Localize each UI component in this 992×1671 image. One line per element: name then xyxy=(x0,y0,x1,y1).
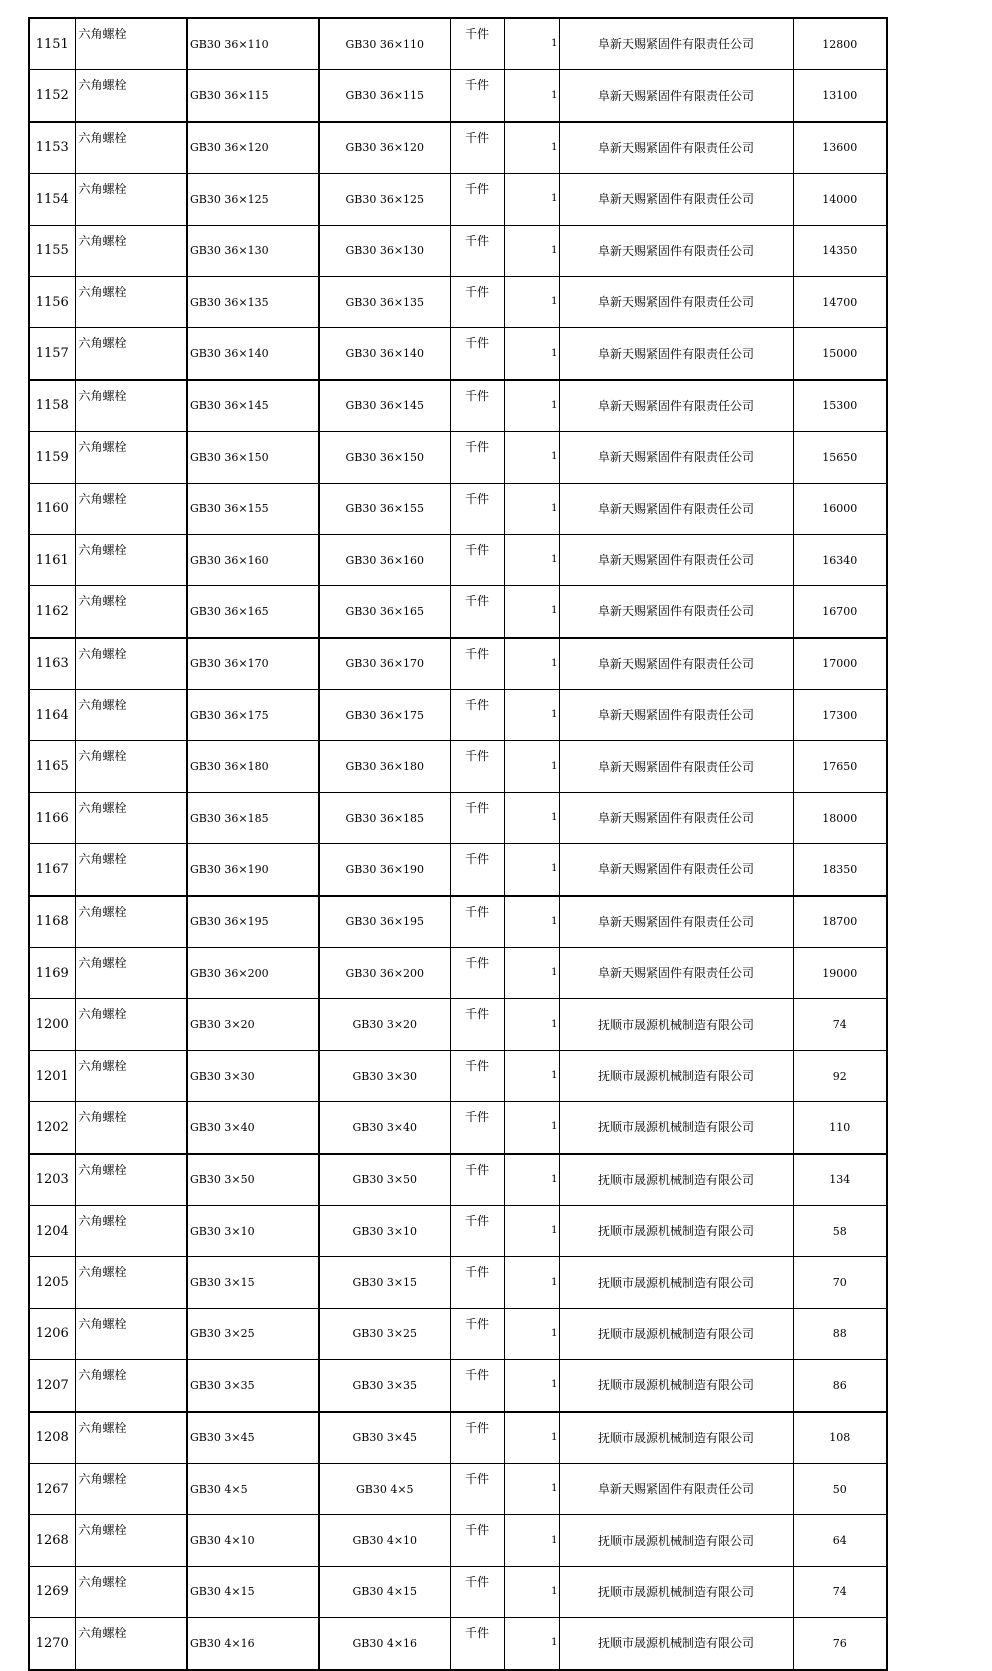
quantity-cell: 1 xyxy=(504,896,559,948)
quantity-cell: 1 xyxy=(504,1412,559,1464)
price-cell: 18350 xyxy=(793,844,887,896)
unit-cell: 千件 xyxy=(450,174,504,225)
row-id: 1206 xyxy=(29,1308,75,1359)
row-id: 1153 xyxy=(29,122,75,174)
price-cell: 108 xyxy=(793,1412,887,1464)
quantity-cell: 1 xyxy=(504,638,559,690)
product-name: 六角螺栓 xyxy=(75,1360,187,1412)
product-name: 六角螺栓 xyxy=(75,948,187,999)
spec-cell: GB30 3×15 xyxy=(187,1257,319,1308)
price-cell: 15000 xyxy=(793,328,887,380)
row-id: 1201 xyxy=(29,1050,75,1101)
row-id: 1165 xyxy=(29,741,75,792)
row-id: 1200 xyxy=(29,999,75,1050)
unit-cell: 千件 xyxy=(450,690,504,741)
price-cell: 58 xyxy=(793,1205,887,1256)
price-cell: 70 xyxy=(793,1257,887,1308)
row-id: 1270 xyxy=(29,1618,75,1670)
row-id: 1159 xyxy=(29,432,75,483)
product-name: 六角螺栓 xyxy=(75,638,187,690)
spec-cell: GB30 3×50 xyxy=(187,1154,319,1206)
product-name: 六角螺栓 xyxy=(75,174,187,225)
product-name: 六角螺栓 xyxy=(75,276,187,327)
unit-cell: 千件 xyxy=(450,1515,504,1566)
row-id: 1204 xyxy=(29,1205,75,1256)
product-name: 六角螺栓 xyxy=(75,1102,187,1154)
product-name: 六角螺栓 xyxy=(75,483,187,534)
quantity-cell: 1 xyxy=(504,225,559,276)
price-cell: 14350 xyxy=(793,225,887,276)
quantity-cell: 1 xyxy=(504,948,559,999)
spec-alt-cell: GB30 36×155 xyxy=(319,483,450,534)
unit-cell: 千件 xyxy=(450,18,504,70)
product-name: 六角螺栓 xyxy=(75,1205,187,1256)
spec-cell: GB30 36×110 xyxy=(187,18,319,70)
product-name: 六角螺栓 xyxy=(75,1412,187,1464)
unit-cell: 千件 xyxy=(450,1154,504,1206)
product-name: 六角螺栓 xyxy=(75,432,187,483)
spec-cell: GB30 36×190 xyxy=(187,844,319,896)
table-row xyxy=(29,432,887,483)
price-cell: 16000 xyxy=(793,483,887,534)
unit-cell: 千件 xyxy=(450,638,504,690)
company-cell: 阜新天赐紧固件有限责任公司 xyxy=(559,18,793,70)
price-cell: 64 xyxy=(793,1515,887,1566)
spec-cell: GB30 36×180 xyxy=(187,741,319,792)
company-cell: 阜新天赐紧固件有限责任公司 xyxy=(559,122,793,174)
table-row xyxy=(29,1154,887,1206)
table-row xyxy=(29,225,887,276)
spec-alt-cell: GB30 36×140 xyxy=(319,328,450,380)
spec-cell: GB30 4×5 xyxy=(187,1463,319,1514)
company-cell: 抚顺市晟源机械制造有限公司 xyxy=(559,999,793,1050)
price-cell: 14700 xyxy=(793,276,887,327)
spec-alt-cell: GB30 36×130 xyxy=(319,225,450,276)
unit-cell: 千件 xyxy=(450,122,504,174)
unit-cell: 千件 xyxy=(450,741,504,792)
price-cell: 92 xyxy=(793,1050,887,1101)
spec-cell: GB30 3×40 xyxy=(187,1102,319,1154)
price-cell: 15300 xyxy=(793,380,887,432)
product-name: 六角螺栓 xyxy=(75,741,187,792)
table-row xyxy=(29,586,887,638)
spec-alt-cell: GB30 3×20 xyxy=(319,999,450,1050)
spec-alt-cell: GB30 3×30 xyxy=(319,1050,450,1101)
company-cell: 抚顺市晟源机械制造有限公司 xyxy=(559,1360,793,1412)
spec-alt-cell: GB30 36×195 xyxy=(319,896,450,948)
spec-cell: GB30 36×145 xyxy=(187,380,319,432)
price-cell: 13600 xyxy=(793,122,887,174)
company-cell: 抚顺市晟源机械制造有限公司 xyxy=(559,1154,793,1206)
company-cell: 阜新天赐紧固件有限责任公司 xyxy=(559,690,793,741)
spec-cell: GB30 4×15 xyxy=(187,1566,319,1617)
price-cell: 13100 xyxy=(793,70,887,122)
unit-cell: 千件 xyxy=(450,1050,504,1101)
company-cell: 阜新天赐紧固件有限责任公司 xyxy=(559,70,793,122)
price-cell: 86 xyxy=(793,1360,887,1412)
spec-cell: GB30 36×185 xyxy=(187,792,319,843)
table-row xyxy=(29,690,887,741)
row-id: 1203 xyxy=(29,1154,75,1206)
spec-alt-cell: GB30 4×16 xyxy=(319,1618,450,1670)
quantity-cell: 1 xyxy=(504,792,559,843)
table-body xyxy=(29,18,887,1670)
company-cell: 抚顺市晟源机械制造有限公司 xyxy=(559,1515,793,1566)
company-cell: 阜新天赐紧固件有限责任公司 xyxy=(559,948,793,999)
row-id: 1205 xyxy=(29,1257,75,1308)
table-row xyxy=(29,999,887,1050)
unit-cell: 千件 xyxy=(450,1205,504,1256)
spec-cell: GB30 36×130 xyxy=(187,225,319,276)
table-row xyxy=(29,638,887,690)
row-id: 1166 xyxy=(29,792,75,843)
price-cell: 14000 xyxy=(793,174,887,225)
price-cell: 16340 xyxy=(793,534,887,585)
quantity-cell: 1 xyxy=(504,1618,559,1670)
product-name: 六角螺栓 xyxy=(75,1257,187,1308)
row-id: 1160 xyxy=(29,483,75,534)
unit-cell: 千件 xyxy=(450,792,504,843)
row-id: 1162 xyxy=(29,586,75,638)
spec-cell: GB30 36×175 xyxy=(187,690,319,741)
product-name: 六角螺栓 xyxy=(75,844,187,896)
price-cell: 50 xyxy=(793,1463,887,1514)
spec-alt-cell: GB30 36×120 xyxy=(319,122,450,174)
table-row xyxy=(29,948,887,999)
company-cell: 抚顺市晟源机械制造有限公司 xyxy=(559,1102,793,1154)
unit-cell: 千件 xyxy=(450,432,504,483)
product-name: 六角螺栓 xyxy=(75,1154,187,1206)
product-name: 六角螺栓 xyxy=(75,1308,187,1359)
product-name: 六角螺栓 xyxy=(75,690,187,741)
unit-cell: 千件 xyxy=(450,896,504,948)
unit-cell: 千件 xyxy=(450,534,504,585)
spec-alt-cell: GB30 3×50 xyxy=(319,1154,450,1206)
price-cell: 18000 xyxy=(793,792,887,843)
table-row xyxy=(29,1308,887,1359)
table-row xyxy=(29,174,887,225)
spec-alt-cell: GB30 36×175 xyxy=(319,690,450,741)
company-cell: 阜新天赐紧固件有限责任公司 xyxy=(559,638,793,690)
company-cell: 阜新天赐紧固件有限责任公司 xyxy=(559,534,793,585)
product-name: 六角螺栓 xyxy=(75,380,187,432)
table-row xyxy=(29,1463,887,1514)
row-id: 1151 xyxy=(29,18,75,70)
table-row xyxy=(29,18,887,70)
spec-alt-cell: GB30 36×180 xyxy=(319,741,450,792)
unit-cell: 千件 xyxy=(450,1308,504,1359)
spec-alt-cell: GB30 3×40 xyxy=(319,1102,450,1154)
price-cell: 88 xyxy=(793,1308,887,1359)
table-row xyxy=(29,380,887,432)
product-name: 六角螺栓 xyxy=(75,1566,187,1617)
quantity-cell: 1 xyxy=(504,1360,559,1412)
quantity-cell: 1 xyxy=(504,534,559,585)
company-cell: 阜新天赐紧固件有限责任公司 xyxy=(559,380,793,432)
company-cell: 抚顺市晟源机械制造有限公司 xyxy=(559,1205,793,1256)
product-name: 六角螺栓 xyxy=(75,896,187,948)
table-row xyxy=(29,328,887,380)
quantity-cell: 1 xyxy=(504,70,559,122)
table-row xyxy=(29,1360,887,1412)
row-id: 1161 xyxy=(29,534,75,585)
table-row xyxy=(29,896,887,948)
spec-cell: GB30 36×200 xyxy=(187,948,319,999)
product-name: 六角螺栓 xyxy=(75,225,187,276)
row-id: 1155 xyxy=(29,225,75,276)
price-cell: 17650 xyxy=(793,741,887,792)
spec-alt-cell: GB30 3×15 xyxy=(319,1257,450,1308)
unit-cell: 千件 xyxy=(450,948,504,999)
table-row xyxy=(29,1566,887,1617)
row-id: 1207 xyxy=(29,1360,75,1412)
quantity-cell: 1 xyxy=(504,328,559,380)
quantity-cell: 1 xyxy=(504,174,559,225)
product-name: 六角螺栓 xyxy=(75,328,187,380)
spec-cell: GB30 36×150 xyxy=(187,432,319,483)
table-row xyxy=(29,792,887,843)
quantity-cell: 1 xyxy=(504,18,559,70)
quantity-cell: 1 xyxy=(504,1308,559,1359)
spec-alt-cell: GB30 3×10 xyxy=(319,1205,450,1256)
quantity-cell: 1 xyxy=(504,844,559,896)
row-id: 1267 xyxy=(29,1463,75,1514)
quantity-cell: 1 xyxy=(504,122,559,174)
quantity-cell: 1 xyxy=(504,741,559,792)
table-row xyxy=(29,1515,887,1566)
table-row xyxy=(29,1618,887,1670)
product-name: 六角螺栓 xyxy=(75,999,187,1050)
spec-alt-cell: GB30 36×125 xyxy=(319,174,450,225)
price-cell: 134 xyxy=(793,1154,887,1206)
product-name: 六角螺栓 xyxy=(75,122,187,174)
unit-cell: 千件 xyxy=(450,483,504,534)
row-id: 1169 xyxy=(29,948,75,999)
spec-alt-cell: GB30 36×200 xyxy=(319,948,450,999)
spec-alt-cell: GB30 4×5 xyxy=(319,1463,450,1514)
spec-alt-cell: GB30 3×25 xyxy=(319,1308,450,1359)
price-cell: 15650 xyxy=(793,432,887,483)
product-name: 六角螺栓 xyxy=(75,586,187,638)
company-cell: 阜新天赐紧固件有限责任公司 xyxy=(559,225,793,276)
unit-cell: 千件 xyxy=(450,1566,504,1617)
spec-cell: GB30 3×10 xyxy=(187,1205,319,1256)
product-name: 六角螺栓 xyxy=(75,18,187,70)
company-cell: 抚顺市晟源机械制造有限公司 xyxy=(559,1412,793,1464)
spec-alt-cell: GB30 4×15 xyxy=(319,1566,450,1617)
price-cell: 18700 xyxy=(793,896,887,948)
company-cell: 阜新天赐紧固件有限责任公司 xyxy=(559,844,793,896)
spec-alt-cell: GB30 4×10 xyxy=(319,1515,450,1566)
company-cell: 阜新天赐紧固件有限责任公司 xyxy=(559,792,793,843)
spec-alt-cell: GB30 36×150 xyxy=(319,432,450,483)
spec-cell: GB30 36×140 xyxy=(187,328,319,380)
table-row xyxy=(29,483,887,534)
row-id: 1156 xyxy=(29,276,75,327)
table-row xyxy=(29,844,887,896)
table-row xyxy=(29,534,887,585)
quantity-cell: 1 xyxy=(504,432,559,483)
quantity-cell: 1 xyxy=(504,380,559,432)
table-row xyxy=(29,1257,887,1308)
quantity-cell: 1 xyxy=(504,1154,559,1206)
spec-cell: GB30 36×125 xyxy=(187,174,319,225)
unit-cell: 千件 xyxy=(450,328,504,380)
price-cell: 74 xyxy=(793,1566,887,1617)
spec-cell: GB30 3×25 xyxy=(187,1308,319,1359)
spec-cell: GB30 3×30 xyxy=(187,1050,319,1101)
spec-alt-cell: GB30 36×165 xyxy=(319,586,450,638)
price-cell: 19000 xyxy=(793,948,887,999)
company-cell: 抚顺市晟源机械制造有限公司 xyxy=(559,1618,793,1670)
company-cell: 阜新天赐紧固件有限责任公司 xyxy=(559,896,793,948)
price-cell: 16700 xyxy=(793,586,887,638)
unit-cell: 千件 xyxy=(450,1618,504,1670)
spec-alt-cell: GB30 36×110 xyxy=(319,18,450,70)
product-name: 六角螺栓 xyxy=(75,792,187,843)
spec-alt-cell: GB30 36×160 xyxy=(319,534,450,585)
row-id: 1158 xyxy=(29,380,75,432)
quantity-cell: 1 xyxy=(504,1257,559,1308)
unit-cell: 千件 xyxy=(450,1412,504,1464)
spec-alt-cell: GB30 3×35 xyxy=(319,1360,450,1412)
spec-cell: GB30 3×45 xyxy=(187,1412,319,1464)
spec-cell: GB30 36×135 xyxy=(187,276,319,327)
unit-cell: 千件 xyxy=(450,1102,504,1154)
unit-cell: 千件 xyxy=(450,1257,504,1308)
spec-alt-cell: GB30 36×145 xyxy=(319,380,450,432)
company-cell: 阜新天赐紧固件有限责任公司 xyxy=(559,1463,793,1514)
spec-cell: GB30 36×160 xyxy=(187,534,319,585)
unit-cell: 千件 xyxy=(450,225,504,276)
row-id: 1164 xyxy=(29,690,75,741)
unit-cell: 千件 xyxy=(450,586,504,638)
product-name: 六角螺栓 xyxy=(75,70,187,122)
company-cell: 阜新天赐紧固件有限责任公司 xyxy=(559,174,793,225)
company-cell: 阜新天赐紧固件有限责任公司 xyxy=(559,432,793,483)
row-id: 1202 xyxy=(29,1102,75,1154)
company-cell: 阜新天赐紧固件有限责任公司 xyxy=(559,741,793,792)
unit-cell: 千件 xyxy=(450,1360,504,1412)
table-row xyxy=(29,276,887,327)
row-id: 1157 xyxy=(29,328,75,380)
unit-cell: 千件 xyxy=(450,999,504,1050)
company-cell: 抚顺市晟源机械制造有限公司 xyxy=(559,1050,793,1101)
price-cell: 76 xyxy=(793,1618,887,1670)
spec-cell: GB30 36×155 xyxy=(187,483,319,534)
table-row xyxy=(29,122,887,174)
quantity-cell: 1 xyxy=(504,1566,559,1617)
product-name: 六角螺栓 xyxy=(75,1463,187,1514)
unit-cell: 千件 xyxy=(450,70,504,122)
row-id: 1268 xyxy=(29,1515,75,1566)
quantity-cell: 1 xyxy=(504,690,559,741)
row-id: 1152 xyxy=(29,70,75,122)
spec-cell: GB30 3×35 xyxy=(187,1360,319,1412)
quantity-cell: 1 xyxy=(504,999,559,1050)
unit-cell: 千件 xyxy=(450,276,504,327)
price-cell: 17000 xyxy=(793,638,887,690)
spec-alt-cell: GB30 36×185 xyxy=(319,792,450,843)
quantity-cell: 1 xyxy=(504,586,559,638)
company-cell: 阜新天赐紧固件有限责任公司 xyxy=(559,483,793,534)
price-cell: 110 xyxy=(793,1102,887,1154)
quantity-cell: 1 xyxy=(504,276,559,327)
row-id: 1167 xyxy=(29,844,75,896)
quantity-cell: 1 xyxy=(504,1102,559,1154)
company-cell: 抚顺市晟源机械制造有限公司 xyxy=(559,1308,793,1359)
spec-cell: GB30 36×195 xyxy=(187,896,319,948)
price-cell: 12800 xyxy=(793,18,887,70)
row-id: 1208 xyxy=(29,1412,75,1464)
price-cell: 17300 xyxy=(793,690,887,741)
row-id: 1168 xyxy=(29,896,75,948)
row-id: 1154 xyxy=(29,174,75,225)
quantity-cell: 1 xyxy=(504,483,559,534)
spec-cell: GB30 4×10 xyxy=(187,1515,319,1566)
product-name: 六角螺栓 xyxy=(75,1618,187,1670)
company-cell: 阜新天赐紧固件有限责任公司 xyxy=(559,586,793,638)
table-row xyxy=(29,1050,887,1101)
spec-cell: GB30 36×115 xyxy=(187,70,319,122)
spec-cell: GB30 36×170 xyxy=(187,638,319,690)
unit-cell: 千件 xyxy=(450,380,504,432)
unit-cell: 千件 xyxy=(450,1463,504,1514)
price-cell: 74 xyxy=(793,999,887,1050)
table-row xyxy=(29,1102,887,1154)
table-row xyxy=(29,1205,887,1256)
product-name: 六角螺栓 xyxy=(75,534,187,585)
spec-alt-cell: GB30 36×190 xyxy=(319,844,450,896)
spec-alt-cell: GB30 36×135 xyxy=(319,276,450,327)
spec-cell: GB30 4×16 xyxy=(187,1618,319,1670)
product-name: 六角螺栓 xyxy=(75,1515,187,1566)
quantity-cell: 1 xyxy=(504,1050,559,1101)
price-table xyxy=(28,17,888,1671)
spec-cell: GB30 36×165 xyxy=(187,586,319,638)
quantity-cell: 1 xyxy=(504,1515,559,1566)
table-row xyxy=(29,1412,887,1464)
spec-cell: GB30 36×120 xyxy=(187,122,319,174)
table-row xyxy=(29,741,887,792)
spec-alt-cell: GB30 36×115 xyxy=(319,70,450,122)
company-cell: 阜新天赐紧固件有限责任公司 xyxy=(559,276,793,327)
row-id: 1269 xyxy=(29,1566,75,1617)
unit-cell: 千件 xyxy=(450,844,504,896)
table-row xyxy=(29,70,887,122)
company-cell: 抚顺市晟源机械制造有限公司 xyxy=(559,1257,793,1308)
row-id: 1163 xyxy=(29,638,75,690)
spec-alt-cell: GB30 36×170 xyxy=(319,638,450,690)
spec-alt-cell: GB30 3×45 xyxy=(319,1412,450,1464)
quantity-cell: 1 xyxy=(504,1205,559,1256)
company-cell: 阜新天赐紧固件有限责任公司 xyxy=(559,328,793,380)
quantity-cell: 1 xyxy=(504,1463,559,1514)
spec-cell: GB30 3×20 xyxy=(187,999,319,1050)
product-name: 六角螺栓 xyxy=(75,1050,187,1101)
company-cell: 抚顺市晟源机械制造有限公司 xyxy=(559,1566,793,1617)
